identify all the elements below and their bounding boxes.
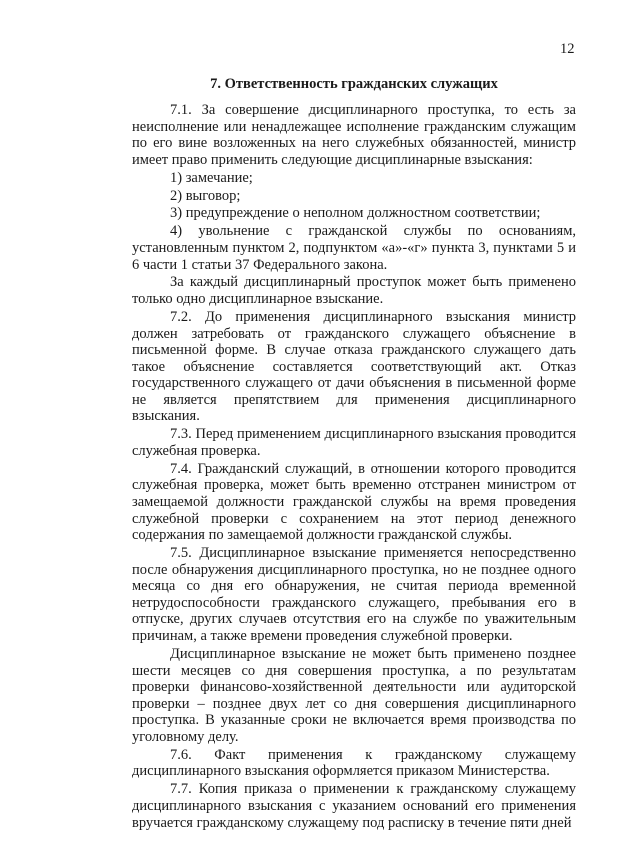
paragraph-time-limit: Дисциплинарное взыскание не может быть применено позднее шести месяцев со дня совершения проступка, а по результатам проверки финансово-хозяйственной деятельности или аудиторской проверки – позднее двух лет со дня совершения дисциплинарного проступка. В указанные сроки не включается время производства по уголовному делу.: [132, 645, 576, 745]
paragraph-7-1: 7.1. За совершение дисциплинарного проступка, то есть за неисполнение или ненадлежащее исполнение гражданским служащим по его вине возложенных на него служебных обязанностей, министр имеет право применить следующие дисциплинарные взыскания:: [132, 102, 576, 168]
list-item-reprimand-remark: 1) замечание;: [170, 169, 253, 186]
list-item-warning: 3) предупреждение о неполном должностном соответствии;: [170, 205, 541, 222]
list-item-reprimand: 2) выговор;: [170, 187, 241, 204]
section-body: [132, 102, 576, 832]
paragraph-7-7: 7.7. Копия приказа о применении к гражданскому служащему дисциплинарного взыскания с указанием оснований его применения вручается гражданскому служащему под расписку в течение пяти дней: [132, 781, 576, 831]
paragraph-7-6: 7.6. Факт применения к гражданскому служащему дисциплинарного взыскания оформляется приказом Министерства.: [132, 746, 576, 780]
paragraph-7-5: 7.5. Дисциплинарное взыскание применяется непосредственно после обнаружения дисциплинарного проступка, но не позднее одного месяца со дня его обнаружения, не считая периода временной нетрудоспособности гражданского служащего, пребывания его в отпуске, других случаев отсутствия его на службе по уважительным причинам, а также времени проведения служебной проверки.: [132, 545, 576, 645]
paragraph-7-2: 7.2. До применения дисциплинарного взыскания министр должен затребовать от гражданского служащего объяснение в письменной форме. В случае отказа гражданского служащего дать такое объяснение составляется соответствующий акт. Отказ государственного служащего от дачи объяснения в письменной форме не является препятствием для применения дисциплинарного взыскания.: [132, 308, 576, 425]
page-number: 12: [560, 41, 575, 57]
section-heading: 7. Ответственность гражданских служащих: [210, 76, 498, 92]
paragraph-7-3: 7.3. Перед применением дисциплинарного взыскания проводится служебная проверка.: [132, 426, 576, 459]
list-item-dismissal: 4) увольнение с гражданской службы по основаниям, установленным пунктом 2, подпунктом «а»-«г» пункта 3, пунктами 5 и 6 части 1 статьи 37 Федерального закона.: [132, 223, 576, 273]
paragraph-single-penalty: За каждый дисциплинарный проступок может быть применено только одно дисциплинарное взыскание.: [132, 274, 576, 308]
paragraph-7-4: 7.4. Гражданский служащий, в отношении которого проводится служебная проверка, может быть временно отстранен министром от замещаемой должности гражданской службы на время проведения служебной проверки с сохранением на этот период денежного содержания по замещаемой должности гражданской службы.: [132, 460, 576, 544]
